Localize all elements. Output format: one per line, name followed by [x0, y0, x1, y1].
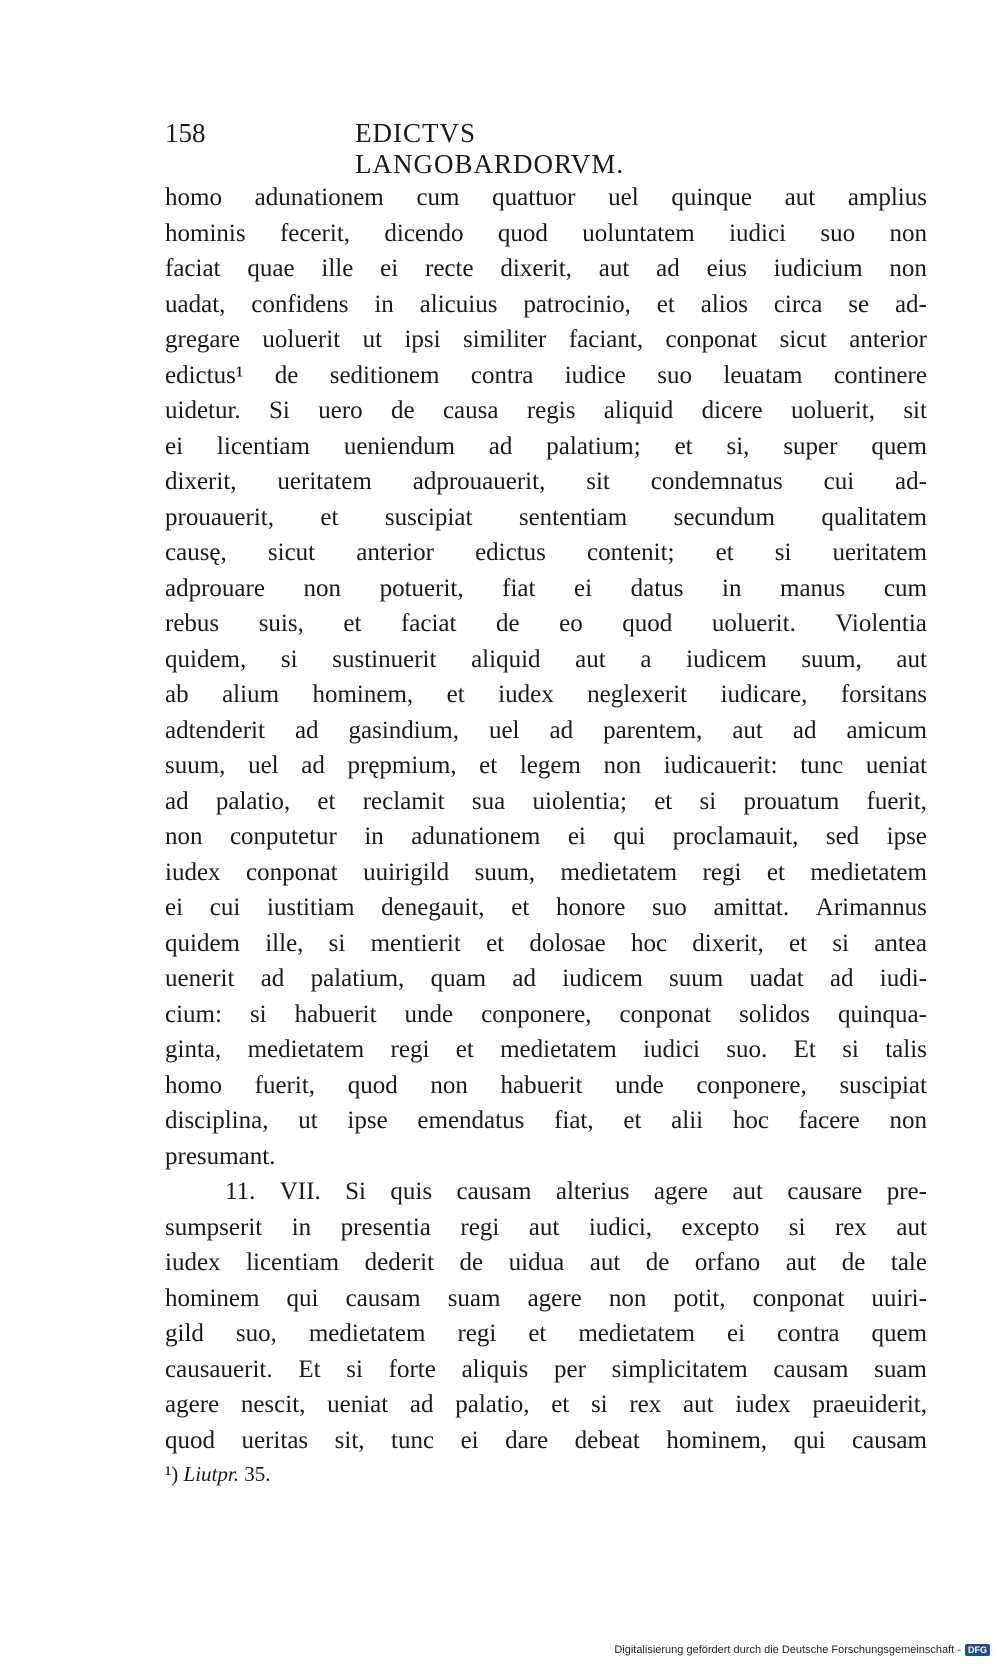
text-line: dixerit, ueritatem adprouauerit, sit condemnatus cui ad- — [165, 468, 927, 495]
text-line: ab alium hominem, et iudex neglexerit iudicare, forsitans — [165, 681, 927, 708]
page-number: 158 — [165, 118, 206, 148]
text-line: agere nescit, ueniat ad palatio, et si rex aut iudex praeuiderit, — [165, 1391, 927, 1418]
body-text — [165, 180, 927, 1458]
text-line: adprouare non potuerit, fiat ei datus in manus cum — [165, 574, 927, 602]
text-line: cium: si habuerit unde conponere, conponat solidos quinqua- — [165, 1000, 927, 1028]
footnote-number: 35. — [244, 1462, 271, 1486]
text-line: gild suo, medietatem regi et medietatem ei contra quem — [165, 1320, 927, 1347]
text-line: disciplina, ut ipse emendatus fiat, et alii hoc facere non — [165, 1107, 927, 1134]
text-line: uadat, confidens in alicuius patrocinio, et alios circa se ad- — [165, 290, 927, 318]
text-line: faciat quae ille ei recte dixerit, aut ad eius iudicium non — [165, 255, 927, 282]
text-line: homo fuerit, quod non habuerit unde conponere, suscipiat — [165, 1071, 927, 1099]
text-line: non conputetur in adunationem ei qui proclamauit, sed ipse — [165, 823, 927, 850]
text-line: ad palatio, et reclamit sua uiolentia; et si prouatum fuerit, — [165, 787, 927, 815]
text-line: rebus suis, et faciat de eo quod uoluerit. Violentia — [165, 610, 927, 637]
text-line: prouauerit, et suscipiat sententiam secundum qualitatem — [165, 503, 927, 531]
text-line: edictus¹ de seditionem contra iudice suo leuatam continere — [165, 361, 927, 389]
text-line: causauerit. Et si forte aliquis per simplicitatem causam suam — [165, 1355, 927, 1383]
text-line: ginta, medietatem regi et medietatem iudici suo. Et si talis — [165, 1036, 927, 1063]
footnote — [165, 1462, 271, 1487]
footnote-source: Liutpr. — [183, 1462, 239, 1486]
text-line: ei licentiam ueniendum ad palatium; et si, super quem — [165, 432, 927, 460]
text-line: gregare uoluerit ut ipsi similiter faciant, conponat sicut anterior — [165, 326, 927, 353]
text-line: presumant. — [165, 1142, 276, 1170]
text-line: sumpserit in presentia regi aut iudici, excepto si rex aut — [165, 1213, 927, 1241]
text-line: homo adunationem cum quattuor uel quinque aut amplius — [165, 184, 927, 211]
digitization-credit — [614, 1644, 990, 1656]
page-header — [165, 118, 745, 179]
credit-text: Digitalisierung gefördert durch die Deutsche Forschungsgemeinschaft - — [614, 1644, 961, 1656]
text-line: iudex licentiam dederit de uidua aut de orfano aut de tale — [165, 1249, 927, 1276]
dfg-logo: DFG — [965, 1644, 990, 1656]
text-line: 11. VII. Si quis causam alterius agere aut causare pre- — [225, 1178, 927, 1205]
text-line: quidem ille, si mentierit et dolosae hoc dixerit, et si antea — [165, 929, 927, 957]
text-line: quidem, si sustinuerit aliquid aut a iudicem suum, aut — [165, 645, 927, 673]
text-line: suum, uel ad prępmium, et legem non iudicauerit: tunc ueniat — [165, 752, 927, 779]
text-line: hominis fecerit, dicendo quod uoluntatem iudici suo non — [165, 219, 927, 247]
text-line: adtenderit ad gasindium, uel ad parentem, aut ad amicum — [165, 716, 927, 744]
text-line: quod ueritas sit, tunc ei dare debeat hominem, qui causam — [165, 1426, 927, 1454]
text-line: hominem qui causam suam agere non potit, conponat uuiri- — [165, 1284, 927, 1312]
text-line: causę, sicut anterior edictus contenit; et si ueritatem — [165, 539, 927, 566]
text-line: iudex conponat uuirigild suum, medietatem regi et medietatem — [165, 858, 927, 886]
text-line: ei cui iustitiam denegauit, et honore suo amittat. Arimannus — [165, 894, 927, 921]
text-line: uidetur. Si uero de causa regis aliquid dicere uoluerit, sit — [165, 397, 927, 424]
footnote-marker: ¹) — [165, 1462, 179, 1486]
running-title: EDICTVS LANGOBARDORVM. — [355, 118, 625, 179]
text-line: uenerit ad palatium, quam ad iudicem suum uadat ad iudi- — [165, 965, 927, 992]
